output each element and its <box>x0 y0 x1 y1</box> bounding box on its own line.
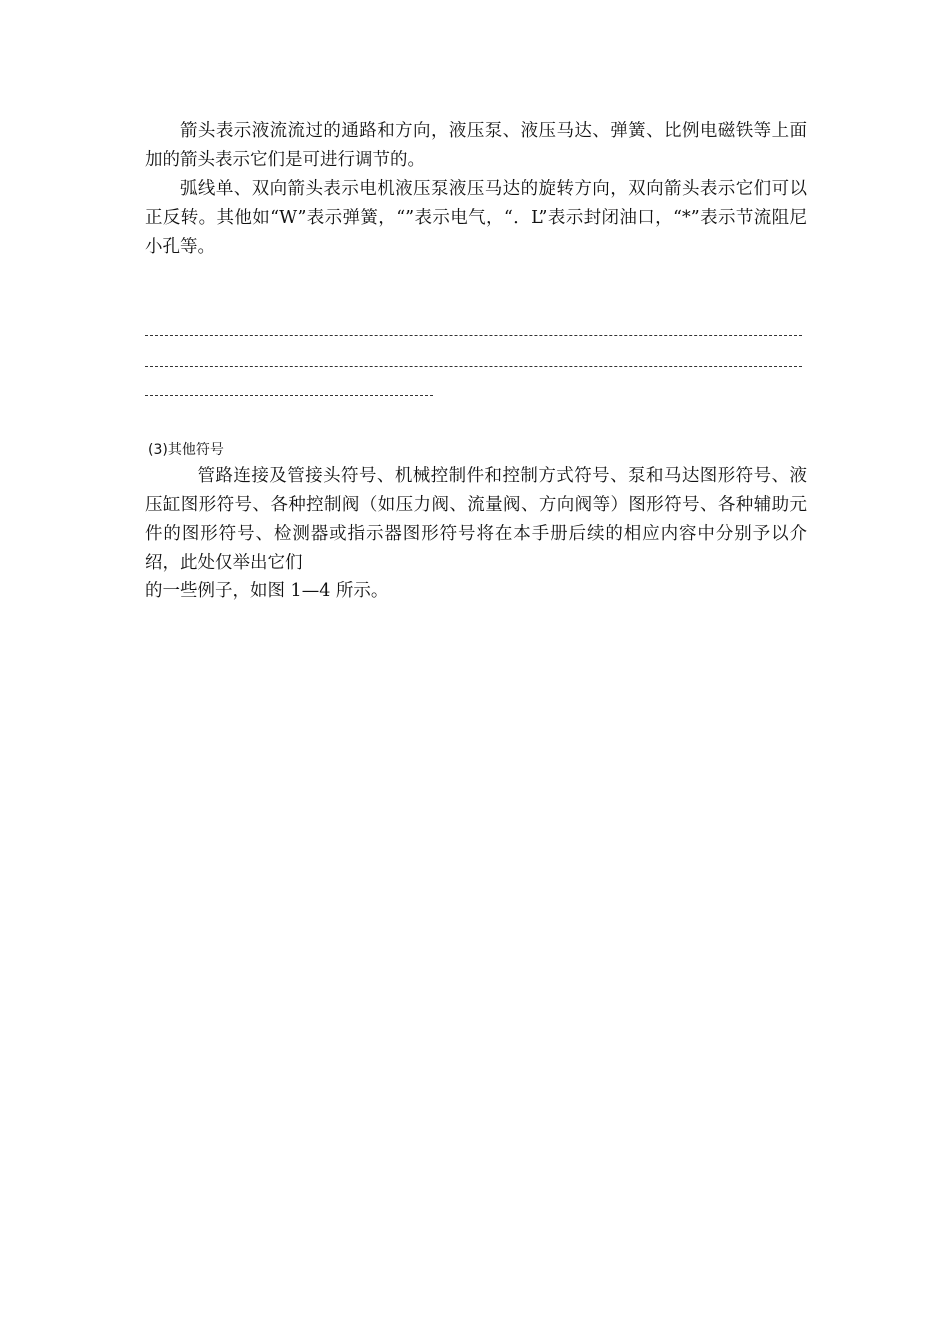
dashed-separator-2 <box>145 366 802 367</box>
dashed-separator-3 <box>145 395 433 396</box>
paragraph-other-symbols: 管路连接及管接头符号、机械控制件和控制方式符号、泵和马达图形符号、液压缸图形符号、各种控制阀（如压力阀、流量阀、方向阀等）图形符号、各种辅助元件的图形符号、检测器或指示器图形符号将在本手册后续的相应内容中分别予以介绍，此处仅举出它们 <box>145 466 807 573</box>
section-heading: (3)其他符号 <box>148 442 224 458</box>
paragraph-figure-reference: 的一些例子，如图 1—4 所示。 <box>145 581 389 601</box>
paragraph-arrows-meaning: 箭头表示液流流过的通路和方向，液压泵、液压马达、弹簧、比例电磁铁等上面加的箭头表示它们是可进行调节的。 <box>145 121 807 170</box>
paragraph-rotation-arrows: 弧线单、双向箭头表示电机液压泵液压马达的旋转方向，双向箭头表示它们可以正反转。其他如“W”表示弹簧，“”表示电气，“．L”表示封闭油口，“*”表示节流阻尼小孔等。 <box>145 179 807 257</box>
dashed-separator-1 <box>145 335 802 336</box>
